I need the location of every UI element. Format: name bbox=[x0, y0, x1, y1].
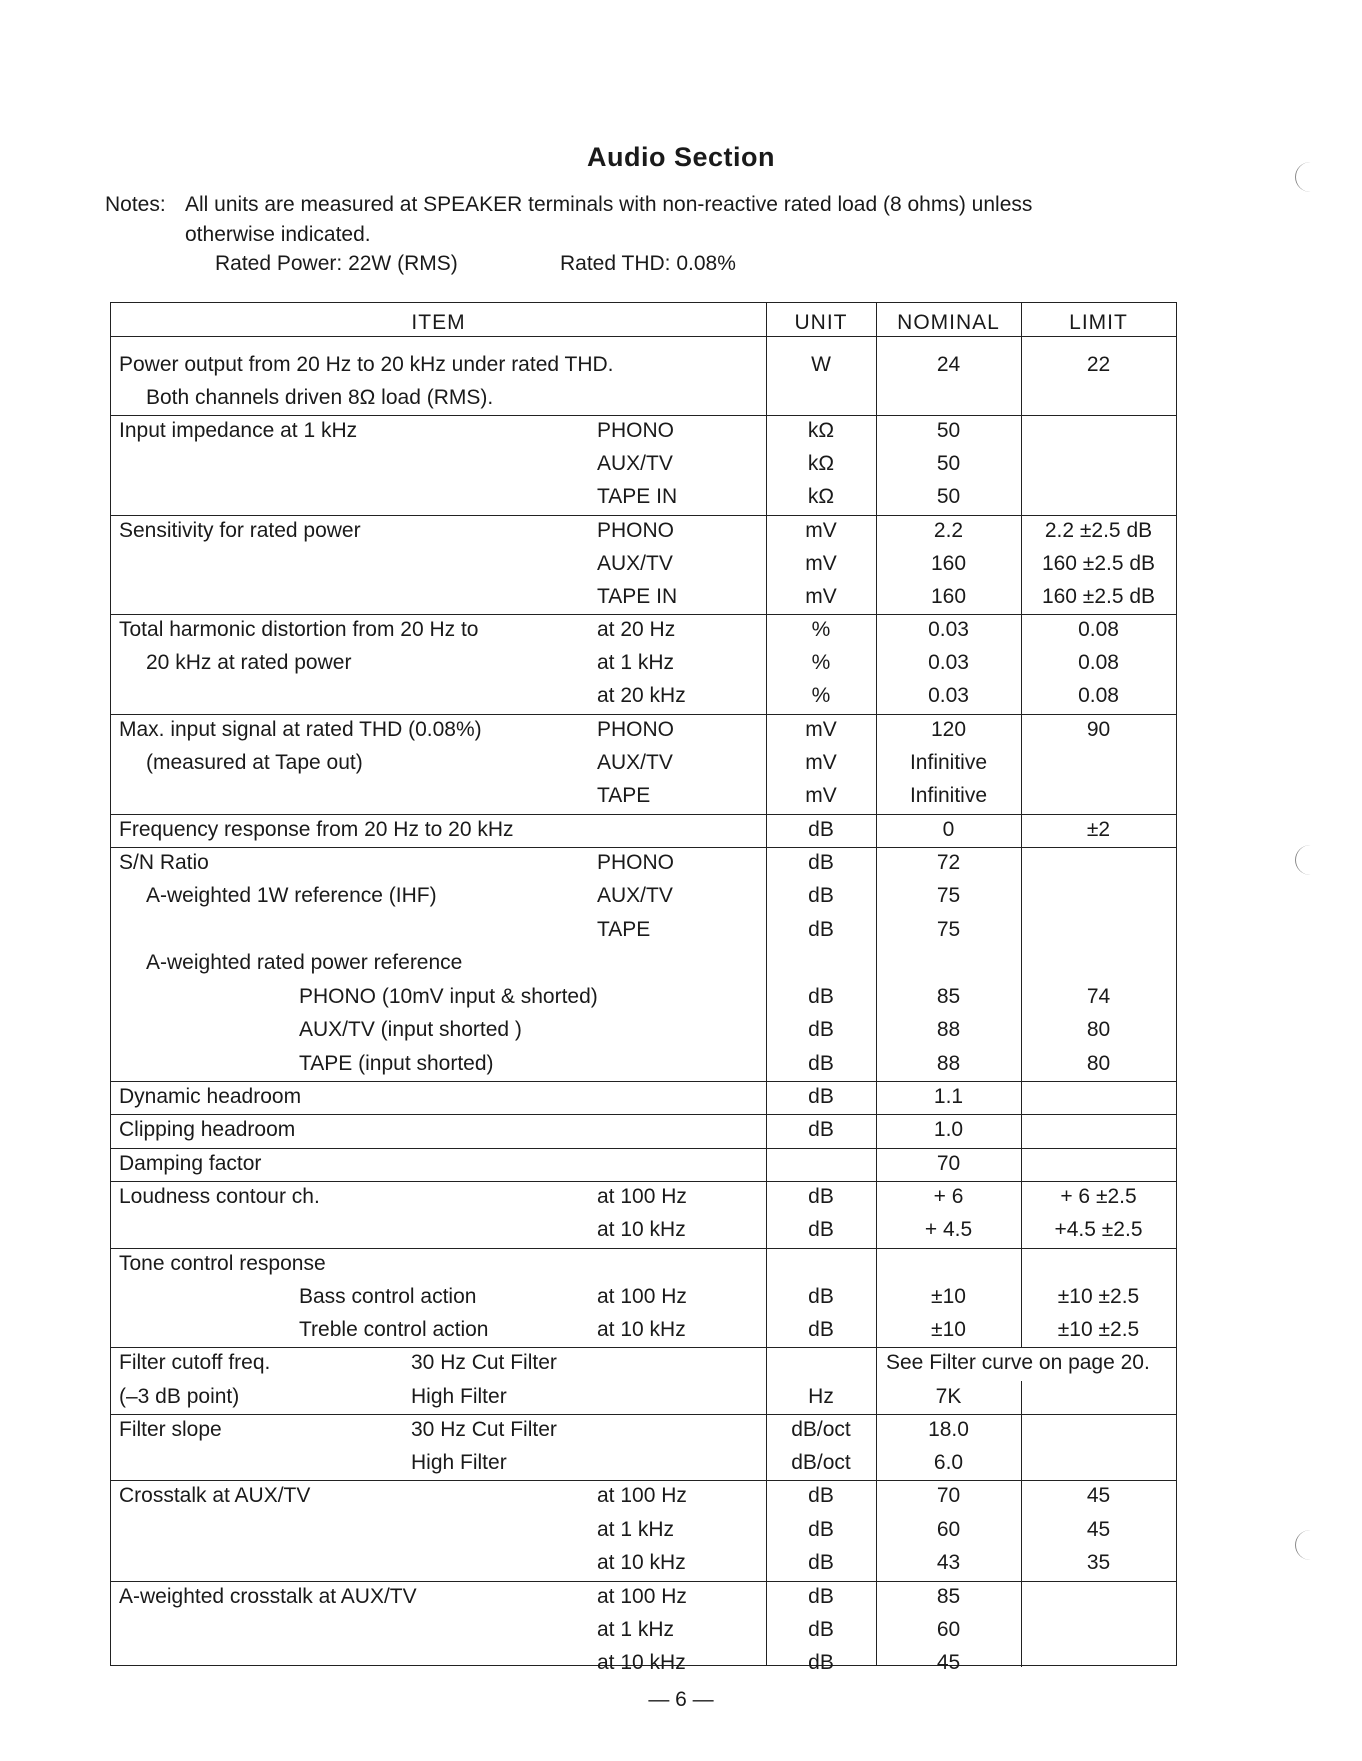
limit-cell: ±2 bbox=[1086, 818, 1111, 841]
limit-cell: 22 bbox=[1086, 353, 1111, 376]
nominal-cell: 7K bbox=[935, 1385, 962, 1408]
row-divider bbox=[111, 1181, 1176, 1182]
item-condition: PHONO bbox=[597, 519, 675, 542]
unit-cell: mV bbox=[805, 784, 837, 807]
item-condition: at 1 kHz bbox=[597, 1618, 675, 1641]
unit-cell: kΩ bbox=[807, 452, 835, 475]
item-condition: at 100 Hz bbox=[597, 1285, 687, 1308]
row-divider bbox=[111, 814, 1176, 815]
nominal-cell: 60 bbox=[936, 1618, 961, 1641]
unit-cell: % bbox=[811, 651, 831, 674]
unit-cell: dB bbox=[808, 918, 834, 941]
item-label: (measured at Tape out) bbox=[146, 751, 363, 774]
limit-cell: 0.08 bbox=[1078, 651, 1119, 674]
item-label: Loudness contour ch. bbox=[119, 1185, 320, 1208]
nominal-cell: 60 bbox=[936, 1518, 961, 1541]
item-condition: TAPE IN bbox=[597, 485, 678, 508]
item-condition: AUX/TV bbox=[597, 552, 673, 575]
binder-hole-mark bbox=[1295, 162, 1326, 192]
item-condition: at 10 kHz bbox=[597, 1651, 686, 1674]
limit-cell: 35 bbox=[1086, 1551, 1111, 1574]
item-label: Both channels driven 8Ω load (RMS). bbox=[146, 386, 494, 409]
unit-cell: dB bbox=[808, 1618, 834, 1641]
nominal-cell: 50 bbox=[936, 419, 961, 442]
row-divider bbox=[111, 1414, 1176, 1415]
unit-cell: dB bbox=[808, 985, 834, 1008]
notes-line-1: All units are measured at SPEAKER terminals with non-reactive rated load (8 ohms) unless bbox=[185, 193, 1033, 216]
row-divider bbox=[111, 515, 1176, 516]
unit-cell: mV bbox=[805, 751, 837, 774]
item-condition: at 100 Hz bbox=[597, 1585, 687, 1608]
limit-cell: 45 bbox=[1086, 1484, 1111, 1507]
item-condition: PHONO bbox=[597, 419, 675, 442]
nominal-cell: + 4.5 bbox=[924, 1218, 973, 1241]
unit-cell: dB bbox=[808, 1285, 834, 1308]
nominal-cell: 0.03 bbox=[928, 684, 969, 707]
unit-cell: dB bbox=[808, 851, 834, 874]
limit-cell: ±10 ±2.5 bbox=[1057, 1285, 1140, 1308]
nominal-cell: 50 bbox=[936, 485, 961, 508]
nominal-cell: 88 bbox=[936, 1018, 961, 1041]
item-condition: at 1 kHz bbox=[597, 1518, 675, 1541]
item-label: A-weighted crosstalk at AUX/TV bbox=[119, 1585, 417, 1608]
row-divider bbox=[111, 614, 1176, 615]
header-unit: UNIT bbox=[794, 311, 848, 334]
limit-cell: 2.2 ±2.5 dB bbox=[1044, 519, 1153, 542]
page-number: — 6 — bbox=[648, 1688, 714, 1711]
unit-cell: % bbox=[811, 684, 831, 707]
nominal-cell: 45 bbox=[936, 1651, 961, 1674]
item-label: Damping factor bbox=[119, 1152, 262, 1175]
item-label: Filter cutoff freq. bbox=[119, 1351, 271, 1374]
item-label: Dynamic headroom bbox=[119, 1085, 302, 1108]
row-divider bbox=[111, 1081, 1176, 1082]
nominal-cell: 70 bbox=[936, 1152, 961, 1175]
limit-cell: 0.08 bbox=[1078, 684, 1119, 707]
unit-cell: dB bbox=[808, 818, 834, 841]
nominal-cell: 18.0 bbox=[928, 1418, 969, 1441]
nominal-cell: 2.2 bbox=[933, 519, 964, 542]
limit-cell: 74 bbox=[1086, 985, 1111, 1008]
item-label: Tone control response bbox=[119, 1252, 326, 1275]
nominal-cell: 1.1 bbox=[933, 1085, 964, 1108]
nominal-cell: 120 bbox=[930, 718, 967, 741]
nominal-cell: Infinitive bbox=[909, 784, 988, 807]
page-title: Audio Section bbox=[587, 142, 775, 172]
nominal-cell: 72 bbox=[936, 851, 961, 874]
item-label: Sensitivity for rated power bbox=[119, 519, 361, 542]
item-label: PHONO (10mV input & shorted) bbox=[299, 985, 598, 1008]
limit-cell: 160 ±2.5 dB bbox=[1041, 585, 1156, 608]
filter-note: See Filter curve on page 20. bbox=[886, 1351, 1150, 1374]
unit-cell: dB bbox=[808, 1318, 834, 1341]
limit-cell: ±10 ±2.5 bbox=[1057, 1318, 1140, 1341]
header-limit: LIMIT bbox=[1069, 311, 1128, 334]
row-divider bbox=[111, 415, 1176, 416]
spec-table bbox=[110, 302, 1177, 1674]
binder-hole-mark bbox=[1295, 845, 1326, 875]
unit-cell: dB bbox=[808, 1518, 834, 1541]
filter-type: High Filter bbox=[411, 1385, 507, 1408]
header-nominal: NOMINAL bbox=[897, 311, 1000, 334]
nominal-cell: 50 bbox=[936, 452, 961, 475]
item-label: TAPE (input shorted) bbox=[299, 1052, 494, 1075]
limit-cell: 45 bbox=[1086, 1518, 1111, 1541]
notes-line-2: otherwise indicated. bbox=[185, 223, 371, 246]
unit-cell: dB bbox=[808, 1218, 834, 1241]
item-condition: AUX/TV bbox=[597, 751, 673, 774]
header-item: ITEM bbox=[411, 311, 466, 334]
nominal-cell: 85 bbox=[936, 1585, 961, 1608]
unit-cell: W bbox=[811, 353, 831, 376]
item-label: A-weighted 1W reference (IHF) bbox=[146, 884, 437, 907]
item-condition: at 100 Hz bbox=[597, 1185, 687, 1208]
limit-cell: 90 bbox=[1086, 718, 1111, 741]
item-label: Clipping headroom bbox=[119, 1118, 296, 1141]
filter-type: 30 Hz Cut Filter bbox=[411, 1418, 557, 1441]
item-label: Crosstalk at AUX/TV bbox=[119, 1484, 311, 1507]
row-divider bbox=[111, 1148, 1176, 1149]
item-label: Bass control action bbox=[299, 1285, 477, 1308]
column-divider bbox=[766, 303, 767, 1665]
item-label: Input impedance at 1 kHz bbox=[119, 419, 358, 442]
row-divider bbox=[111, 1114, 1176, 1115]
item-condition: at 20 Hz bbox=[597, 618, 676, 641]
nominal-cell: 24 bbox=[936, 353, 961, 376]
unit-cell: dB bbox=[808, 1185, 834, 1208]
nominal-cell: 75 bbox=[936, 884, 961, 907]
row-divider bbox=[111, 714, 1176, 715]
limit-cell: + 6 ±2.5 bbox=[1060, 1185, 1137, 1208]
nominal-cell: 88 bbox=[936, 1052, 961, 1075]
item-condition: TAPE bbox=[597, 918, 651, 941]
row-divider bbox=[111, 336, 1176, 337]
item-label: Treble control action bbox=[299, 1318, 489, 1341]
item-condition: PHONO bbox=[597, 851, 675, 874]
unit-cell: Hz bbox=[808, 1385, 834, 1408]
unit-cell: dB bbox=[808, 1484, 834, 1507]
unit-cell: dB bbox=[808, 1651, 834, 1674]
unit-cell: dB/oct bbox=[791, 1418, 851, 1441]
unit-cell: kΩ bbox=[807, 419, 835, 442]
rated-power: Rated Power: 22W (RMS) bbox=[215, 252, 458, 275]
limit-cell: 0.08 bbox=[1078, 618, 1119, 641]
unit-cell: mV bbox=[805, 585, 837, 608]
limit-cell: +4.5 ±2.5 bbox=[1054, 1218, 1143, 1241]
rated-thd: Rated THD: 0.08% bbox=[560, 252, 736, 275]
item-label: 20 kHz at rated power bbox=[146, 651, 352, 674]
unit-cell: dB bbox=[808, 1085, 834, 1108]
limit-cell: 160 ±2.5 dB bbox=[1041, 552, 1156, 575]
row-divider bbox=[111, 1480, 1176, 1481]
item-label: A-weighted rated power reference bbox=[146, 951, 463, 974]
item-label: Frequency response from 20 Hz to 20 kHz bbox=[119, 818, 514, 841]
row-divider bbox=[111, 1581, 1176, 1582]
nominal-cell: 6.0 bbox=[933, 1451, 964, 1474]
unit-cell: dB bbox=[808, 884, 834, 907]
row-divider bbox=[111, 1248, 1176, 1249]
nominal-cell: 0.03 bbox=[928, 618, 969, 641]
item-condition: AUX/TV bbox=[597, 452, 673, 475]
nominal-cell: 1.0 bbox=[933, 1118, 964, 1141]
nominal-cell: 0.03 bbox=[928, 651, 969, 674]
nominal-cell: Infinitive bbox=[909, 751, 988, 774]
row-divider bbox=[111, 1347, 1176, 1348]
unit-cell: dB/oct bbox=[791, 1451, 851, 1474]
item-condition: at 10 kHz bbox=[597, 1218, 686, 1241]
item-label: Total harmonic distortion from 20 Hz to bbox=[119, 618, 479, 641]
nominal-cell: 70 bbox=[936, 1484, 961, 1507]
item-condition: AUX/TV bbox=[597, 884, 673, 907]
unit-cell: % bbox=[811, 618, 831, 641]
unit-cell: mV bbox=[805, 519, 837, 542]
nominal-cell: 43 bbox=[936, 1551, 961, 1574]
nominal-cell: ±10 bbox=[931, 1318, 966, 1341]
item-condition: at 10 kHz bbox=[597, 1551, 686, 1574]
notes-label: Notes: bbox=[105, 193, 166, 216]
nominal-cell: 160 bbox=[930, 585, 967, 608]
item-condition: PHONO bbox=[597, 718, 675, 741]
item-condition: at 100 Hz bbox=[597, 1484, 687, 1507]
filter-type: High Filter bbox=[411, 1451, 507, 1474]
column-divider bbox=[1021, 303, 1022, 1347]
nominal-cell: 160 bbox=[930, 552, 967, 575]
item-label: AUX/TV (input shorted ) bbox=[299, 1018, 522, 1041]
filter-type: 30 Hz Cut Filter bbox=[411, 1351, 557, 1374]
unit-cell: dB bbox=[808, 1018, 834, 1041]
item-condition: at 1 kHz bbox=[597, 651, 675, 674]
item-label: (–3 dB point) bbox=[119, 1385, 240, 1408]
nominal-cell: ±10 bbox=[931, 1285, 966, 1308]
unit-cell: dB bbox=[808, 1585, 834, 1608]
nominal-cell: 75 bbox=[936, 918, 961, 941]
unit-cell: mV bbox=[805, 718, 837, 741]
item-condition: at 10 kHz bbox=[597, 1318, 686, 1341]
unit-cell: dB bbox=[808, 1118, 834, 1141]
item-label: S/N Ratio bbox=[119, 851, 209, 874]
nominal-cell: 0 bbox=[942, 818, 955, 841]
nominal-cell: + 6 bbox=[933, 1185, 964, 1208]
column-divider bbox=[876, 303, 877, 1665]
unit-cell: kΩ bbox=[807, 485, 835, 508]
unit-cell: dB bbox=[808, 1551, 834, 1574]
item-label: Max. input signal at rated THD (0.08%) bbox=[119, 718, 482, 741]
column-divider bbox=[1021, 1381, 1022, 1667]
unit-cell: dB bbox=[808, 1052, 834, 1075]
limit-cell: 80 bbox=[1086, 1018, 1111, 1041]
unit-cell: mV bbox=[805, 552, 837, 575]
nominal-cell: 85 bbox=[936, 985, 961, 1008]
binder-hole-mark bbox=[1295, 1530, 1326, 1560]
item-condition: TAPE bbox=[597, 784, 651, 807]
item-label: Filter slope bbox=[119, 1418, 222, 1441]
item-condition: at 20 kHz bbox=[597, 684, 686, 707]
limit-cell: 80 bbox=[1086, 1052, 1111, 1075]
row-divider bbox=[111, 847, 1176, 848]
item-label: Power output from 20 Hz to 20 kHz under rated THD. bbox=[119, 353, 614, 376]
item-condition: TAPE IN bbox=[597, 585, 678, 608]
